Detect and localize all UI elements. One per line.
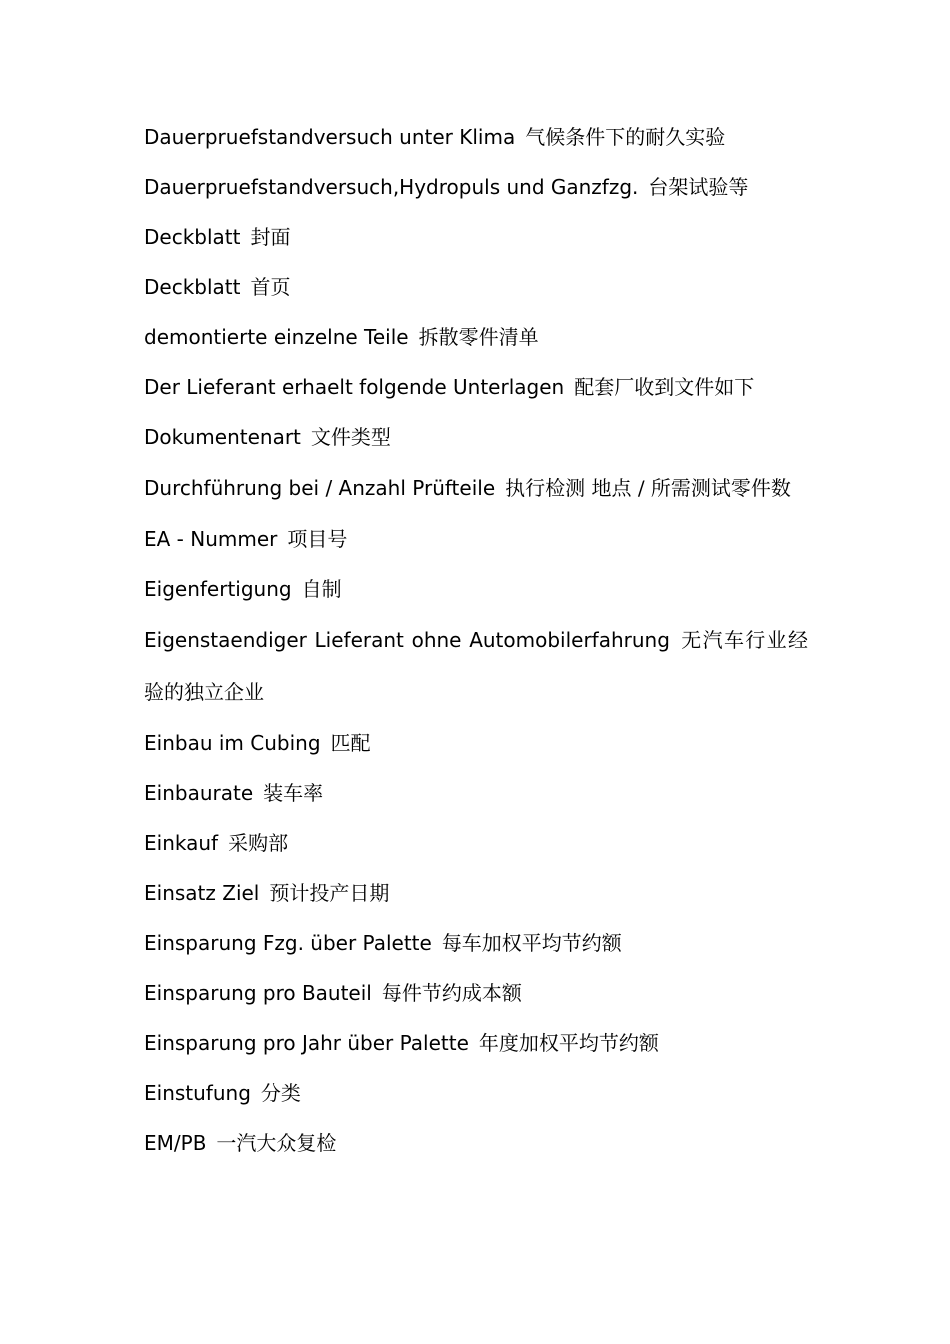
glossary-entry (144, 362, 808, 412)
german-term: Dauerpruefstandversuch,Hydropuls und Ganzfzg. (144, 175, 639, 199)
glossary-entry (144, 968, 808, 1018)
chinese-translation: 一汽大众复检 (216, 1131, 337, 1155)
chinese-translation: 文件类型 (310, 425, 391, 449)
chinese-translation: 配套厂收到文件如下 (574, 375, 755, 399)
glossary-entry (144, 312, 808, 362)
german-term: Dauerpruefstandversuch unter Klima (144, 125, 516, 149)
glossary-entry (144, 462, 808, 514)
glossary-entry (144, 112, 808, 162)
chinese-translation: 年度加权平均节约额 (478, 1031, 659, 1055)
chinese-translation: 每车加权平均节约额 (441, 931, 622, 955)
glossary-entry (144, 514, 808, 564)
chinese-translation: 采购部 (228, 831, 289, 855)
german-term: Einsparung Fzg. über Palette (144, 931, 432, 955)
german-term: Deckblatt (144, 275, 241, 299)
chinese-translation: 分类 (260, 1081, 301, 1105)
german-term: Dokumentenart (144, 425, 301, 449)
chinese-translation: 台架试验等 (648, 175, 749, 199)
german-term: Einkauf (144, 831, 219, 855)
chinese-translation: 拆散零件清单 (418, 325, 539, 349)
german-term: Deckblatt (144, 225, 241, 249)
german-term: Einsparung pro Bauteil (144, 981, 372, 1005)
german-term: Einbau im Cubing (144, 731, 321, 755)
chinese-translation: 装车率 (263, 781, 324, 805)
chinese-translation: 项目号 (287, 527, 348, 551)
glossary-entry (144, 918, 808, 968)
german-term: Durchführung bei / Anzahl Prüfteile (144, 476, 496, 500)
glossary-entry (144, 868, 808, 918)
glossary-entry (144, 718, 808, 768)
glossary-entry (144, 412, 808, 462)
glossary-entry (144, 564, 808, 614)
chinese-translation: 无汽车行业经验的独立企业 (144, 628, 808, 704)
glossary-entry (144, 1018, 808, 1068)
german-term: Der Lieferant erhaelt folgende Unterlagen (144, 375, 565, 399)
german-term: Einsparung pro Jahr über Palette (144, 1031, 469, 1055)
german-term: EA - Nummer (144, 527, 278, 551)
chinese-translation: 每件节约成本额 (381, 981, 522, 1005)
chinese-translation: 首页 (250, 275, 291, 299)
glossary-entry (144, 212, 808, 262)
chinese-translation: 预计投产日期 (269, 881, 390, 905)
chinese-translation: 执行检测 地点 / 所需测试零件数 (505, 476, 791, 500)
chinese-translation: 匹配 (330, 731, 371, 755)
german-term: demontierte einzelne Teile (144, 325, 409, 349)
german-term: Einsatz Ziel (144, 881, 260, 905)
german-term: Einstufung (144, 1081, 251, 1105)
german-term: Einbaurate (144, 781, 254, 805)
german-term: Eigenfertigung (144, 577, 292, 601)
german-term: EM/PB (144, 1131, 207, 1155)
glossary-entry (144, 768, 808, 818)
glossary-entry (144, 1068, 808, 1118)
german-term: Eigenstaendiger Lieferant ohne Automobilerfahrung (144, 628, 670, 652)
glossary-entry (144, 1118, 808, 1168)
chinese-translation: 自制 (301, 577, 342, 601)
glossary-list (144, 112, 808, 1168)
glossary-entry (144, 262, 808, 312)
glossary-entry (144, 614, 808, 718)
glossary-entry (144, 162, 808, 212)
chinese-translation: 气候条件下的耐久实验 (525, 125, 726, 149)
glossary-entry (144, 818, 808, 868)
chinese-translation: 封面 (250, 225, 291, 249)
